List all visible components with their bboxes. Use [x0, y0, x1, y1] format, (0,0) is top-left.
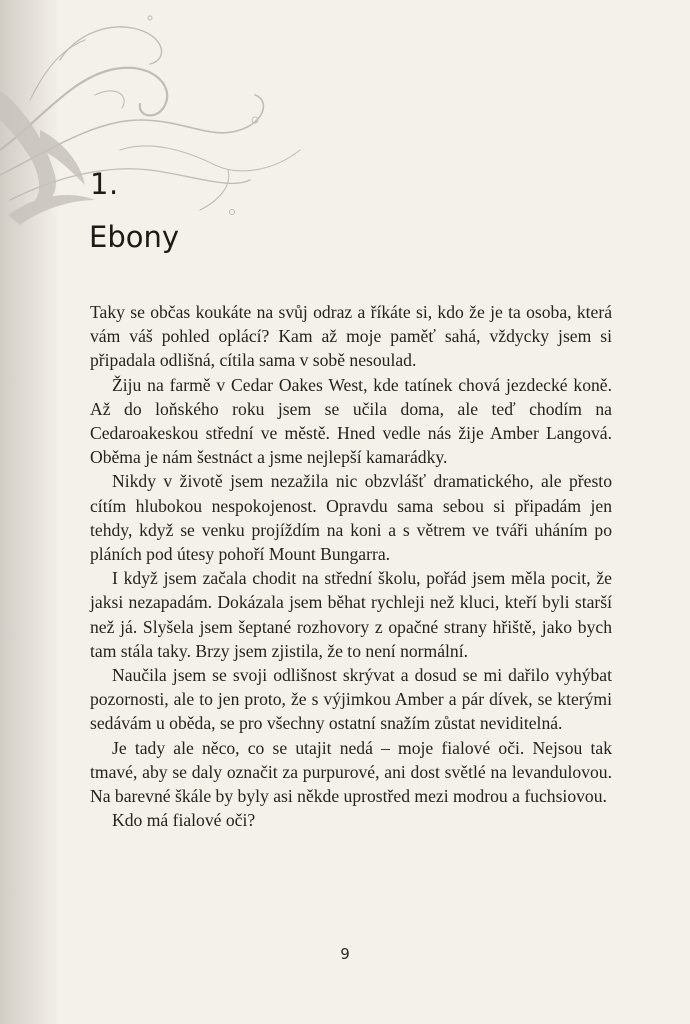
chapter-number: 1.	[90, 167, 119, 201]
chapter-title: Ebony	[89, 220, 180, 254]
paragraph-4: I když jsem začala chodit na střední školu, pořád jsem měla pocit, že jaksi nezapadám. Dokázala jsem běhat rychleji než kluci, kteří byli starší než já. Slyšela jsem šeptané rozhovory z opačné strany hřiště, jako bych tam stála taky. Brzy jsem zjistila, že to není normální.	[90, 568, 612, 661]
paragraph-7: Kdo má fialové oči?	[112, 810, 256, 831]
paragraph-2: Žiju na farmě v Cedar Oakes West, kde tatínek chová jezdecké koně. Až do loňského roku jsem se učila doma, ale teď chodím na Cedaroakeskou střední ve městě. Hned vedle nás žije Amber Langová. Oběma je nám šestnáct a jsme nejlepší kamarádky.	[90, 374, 612, 468]
paragraph-3: Nikdy v životě jsem nezažila nic obzvlášť dramatického, ale přesto cítím hlubokou nespokojenost. Opravdu sama sebou si připadám jen tehdy, když se venku projíždím na koni a s větrem ve tváři uháním po pláních pod útesy pohoří Mount Bungarra.	[90, 471, 612, 565]
page-number: 9	[340, 945, 350, 963]
paragraph-5: Naučila jsem se svoji odlišnost skrývat a dosud se mi dařilo vyhýbat pozornosti, ale to jen proto, že s výjimkou Amber a pár dívek, se kterými sedávám u oběda, se pro všechny ostatní snažím zůstat neviditelná.	[90, 665, 612, 734]
chapter-body	[90, 300, 612, 832]
paragraph-6: Je tady ale něco, co se utajit nedá – moje fialové oči. Nejsou tak tmavé, aby se daly označit za purpurové, ani dost světlé na levandulovou. Na barevné škále by byly asi někde uprostřed mezi modrou a fuchsiovou.	[90, 737, 612, 807]
flourish-ornament-icon	[0, 0, 330, 240]
paragraph-1: Taky se občas koukáte na svůj odraz a říkáte si, kdo že je ta osoba, která vám váš pohled oplácí? Kam až moje paměť sahá, vždycky jsem si připadala odlišná, cítila sama v sobě nesoulad.	[90, 302, 612, 371]
